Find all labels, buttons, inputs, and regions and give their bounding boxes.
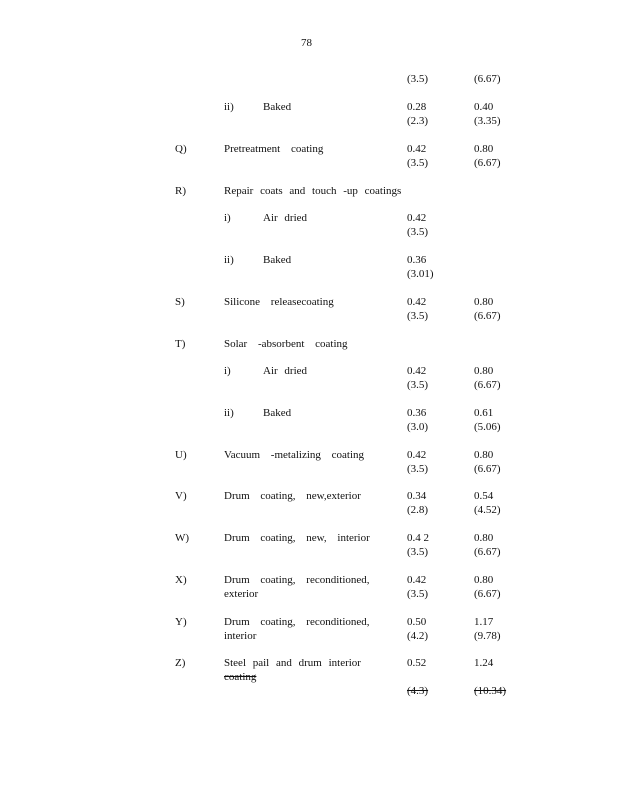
- item-letter: S): [175, 296, 185, 308]
- value-cell: (3.5): [407, 546, 429, 558]
- value-cell: 1.17: [474, 616, 494, 628]
- value-cell: 0.50: [407, 616, 427, 628]
- item-label-continuation: exterior: [224, 588, 259, 600]
- item-letter: W): [175, 532, 190, 544]
- value-cell: (3.5): [407, 310, 429, 322]
- sub-item-marker: ii): [224, 254, 234, 266]
- item-letter: Z): [175, 657, 186, 669]
- item-label: Solar -absorbent coating: [224, 338, 348, 350]
- item-letter: R): [175, 185, 186, 197]
- item-label: Pretreatment coating: [224, 143, 324, 155]
- value-cell: (3.01): [407, 268, 434, 280]
- item-label: Drum coating, reconditioned,: [224, 616, 370, 628]
- value-cell: (6.67): [474, 157, 501, 169]
- value-cell: (10.34): [474, 685, 507, 697]
- value-cell: 0.42: [407, 574, 427, 586]
- item-label: Drum coating, new,exterior: [224, 490, 361, 502]
- value-cell: 0.34: [407, 490, 427, 502]
- item-label: Drum coating, new, interior: [224, 532, 370, 544]
- value-cell: 0.42: [407, 365, 427, 377]
- value-cell: (4.2): [407, 630, 429, 642]
- value-cell: 1.24: [474, 657, 494, 669]
- value-cell: 0.80: [474, 365, 494, 377]
- value-cell: 0.80: [474, 532, 494, 544]
- value-cell: 0.54: [474, 490, 494, 502]
- item-label: Vacuum -metalizing coating: [224, 449, 365, 461]
- item-letter: Q): [175, 143, 187, 155]
- item-label-continuation: coating: [224, 671, 257, 683]
- sub-item-marker: i): [224, 365, 231, 377]
- value-cell: (3.5): [407, 379, 429, 391]
- item-letter: T): [175, 338, 186, 350]
- item-letter: Y): [175, 616, 187, 628]
- value-cell: 0.61: [474, 407, 494, 419]
- sub-item-marker: i): [224, 212, 231, 224]
- value-cell: (3.5): [407, 157, 429, 169]
- value-cell: (6.67): [474, 73, 501, 85]
- value-cell: (3.5): [407, 588, 429, 600]
- value-cell: 0.40: [474, 101, 494, 113]
- value-cell: 0.80: [474, 143, 494, 155]
- value-cell: (2.8): [407, 504, 429, 516]
- item-label: Baked: [263, 254, 292, 266]
- value-cell: (3.35): [474, 115, 501, 127]
- value-cell: (3.0): [407, 421, 429, 433]
- value-cell: 0.4 2: [407, 532, 429, 544]
- value-cell: (9.78): [474, 630, 501, 642]
- value-cell: 0.42: [407, 449, 427, 461]
- value-cell: (6.67): [474, 310, 501, 322]
- value-cell: 0.42: [407, 212, 427, 224]
- item-label: Drum coating, reconditioned,: [224, 574, 370, 586]
- item-label: Steel pail and drum interior: [224, 657, 361, 669]
- value-cell: 0.36: [407, 254, 427, 266]
- item-label-continuation: interior: [224, 630, 257, 642]
- value-cell: (3.5): [407, 73, 429, 85]
- value-cell: 0.42: [407, 143, 427, 155]
- value-cell: (2.3): [407, 115, 429, 127]
- item-letter: X): [175, 574, 187, 586]
- value-cell: 0.36: [407, 407, 427, 419]
- item-letter: U): [175, 449, 187, 461]
- value-cell: 0.52: [407, 657, 427, 669]
- item-label: Air dried: [263, 365, 308, 377]
- value-cell: (5.06): [474, 421, 501, 433]
- value-cell: (4.52): [474, 504, 501, 516]
- value-cell: (6.67): [474, 463, 501, 475]
- value-cell: 0.80: [474, 574, 494, 586]
- sub-item-marker: ii): [224, 101, 234, 113]
- item-label: Baked: [263, 407, 292, 419]
- value-cell: (6.67): [474, 588, 501, 600]
- page-number: 78: [301, 37, 312, 49]
- value-cell: (6.67): [474, 546, 501, 558]
- item-label: Repair coats and touch -up coatings: [224, 185, 402, 197]
- value-cell: (6.67): [474, 379, 501, 391]
- value-cell: (3.5): [407, 226, 429, 238]
- value-cell: 0.80: [474, 449, 494, 461]
- sub-item-marker: ii): [224, 407, 234, 419]
- item-label: Silicone releasecoating: [224, 296, 334, 308]
- item-label: Baked: [263, 101, 292, 113]
- item-letter: V): [175, 490, 187, 502]
- item-label: Air dried: [263, 212, 308, 224]
- value-cell: (4.3): [407, 685, 429, 697]
- value-cell: (3.5): [407, 463, 429, 475]
- value-cell: 0.42: [407, 296, 427, 308]
- value-cell: 0.28: [407, 101, 427, 113]
- value-cell: 0.80: [474, 296, 494, 308]
